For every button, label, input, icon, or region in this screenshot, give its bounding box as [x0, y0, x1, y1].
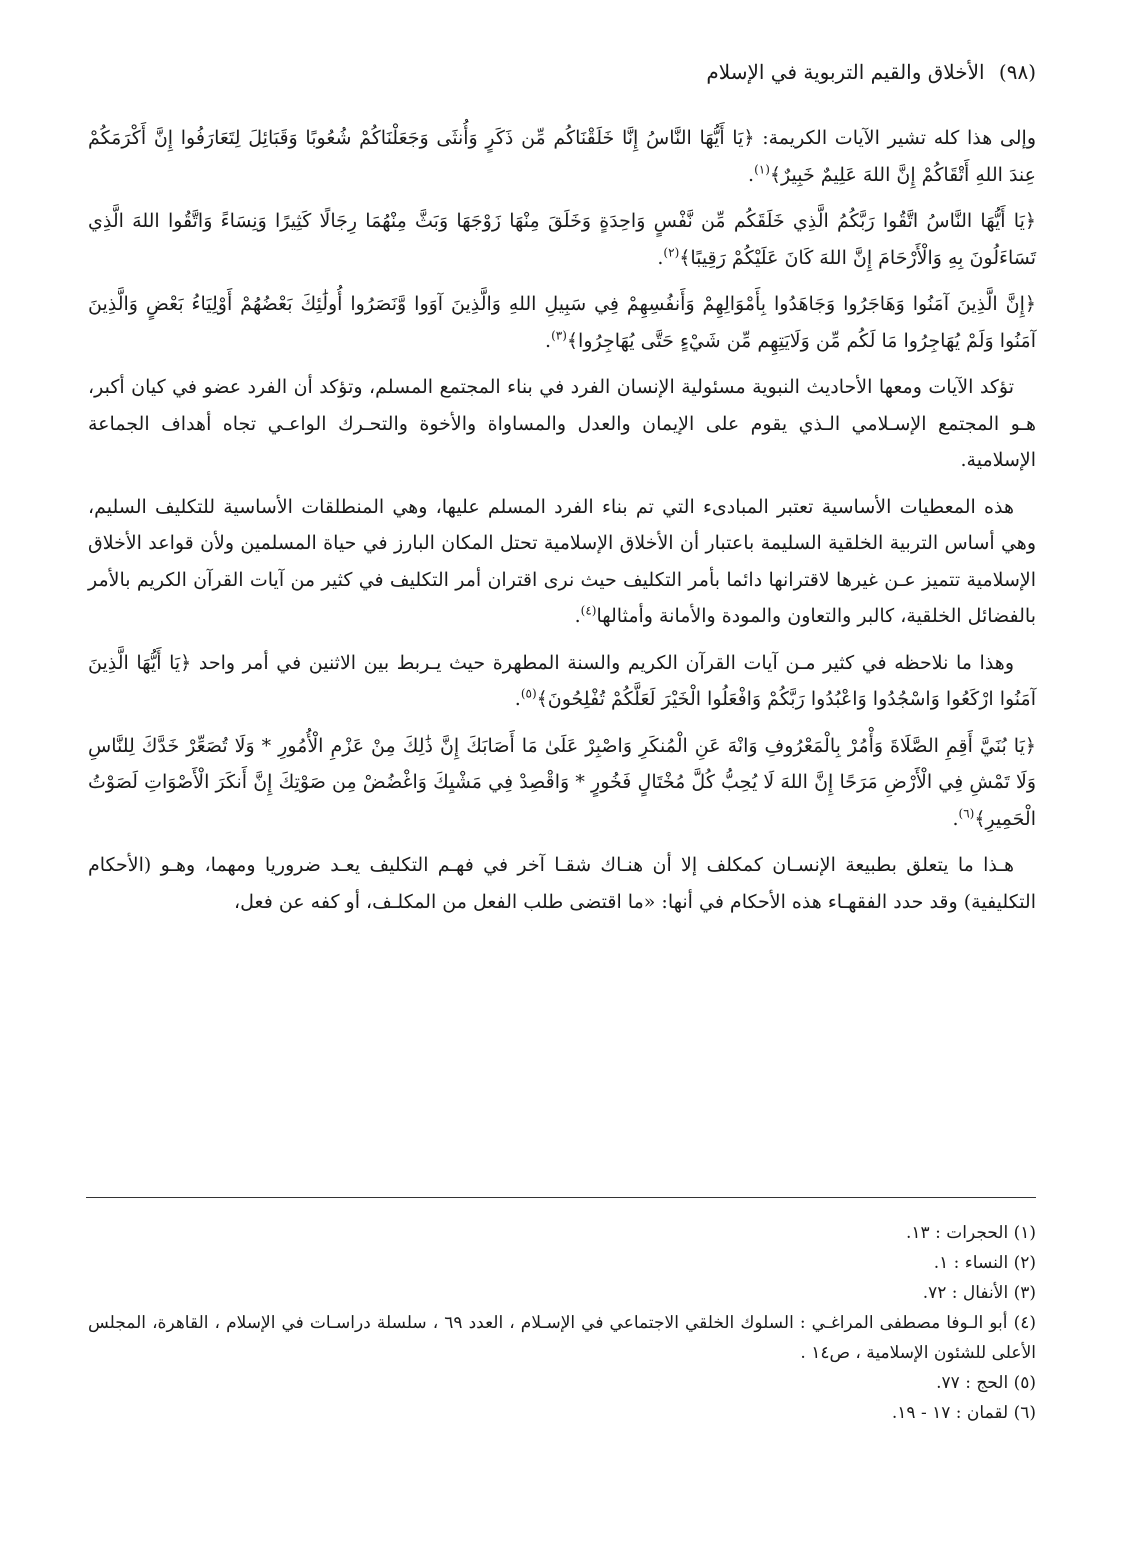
paragraph-end: . — [574, 605, 581, 627]
footnote-ref: (٦) — [958, 806, 975, 821]
main-text — [88, 120, 1036, 930]
paragraph — [88, 847, 1036, 920]
footnote-ref: (٢) — [663, 245, 680, 260]
footnote: (٥) الحج : ٧٧. — [936, 1373, 1036, 1393]
page-number: (٩٨) — [998, 60, 1036, 84]
paragraph-intro-verse — [88, 120, 1036, 193]
verse-block — [88, 728, 1036, 838]
footnotes — [88, 1218, 1036, 1428]
footnote: (٦) لقمان : ١٧ - ١٩. — [891, 1403, 1036, 1423]
paragraph-text: هـذا ما يتعلق بطبيعة الإنسـان كمكلف إلا أن هنـاك شقـا آخر في فهـم التكليف يعـد ضروريا ومهما، وهـو (الأحكام التكليفية) وقد حدد الفقهـاء هذه الأحكام في أنها: «ما اقتضى طلب الفعل من المكلـف، أو كفه عن فعل، — [88, 854, 1036, 913]
footnote-ref: (١) — [754, 162, 770, 177]
paragraph-end: . — [748, 163, 755, 186]
verse-block — [88, 286, 1036, 359]
paragraph-end: . — [657, 246, 664, 269]
footnote-ref: (٤) — [580, 603, 597, 618]
footnote: (٣) الأنفال : ٧٢. — [922, 1283, 1036, 1303]
verse-text: ﴿يَا بُنَيَّ أَقِمِ الصَّلَاةَ وَأْمُرْ بِالْمَعْرُوفِ وَانْهَ عَنِ الْمُنكَرِ وَاصْبِرْ عَلَىٰ مَا أَصَابَكَ إِنَّ ذَٰلِكَ مِنْ عَزْمِ الْأُمُورِ * وَلَا تُصَعِّرْ خَدَّكَ لِلنَّاسِ وَلَا تَمْشِ فِي الْأَرْضِ مَرَحًا إِنَّ اللهَ لَا يُحِبُّ كُلَّ مُخْتَالٍ فَخُورٍ * وَاقْصِدْ فِي مَشْيِكَ وَاغْضُضْ مِن صَوْتِكَ إِنَّ أَنكَرَ الْأَصْوَاتِ لَصَوْتُ الْحَمِيرِ﴾ — [88, 734, 1036, 830]
paragraph-text: هذه المعطيات الأساسية تعتبر المبادىء التي تم بناء الفرد المسلم عليها، وهي المنطلقات الأساسية للتكليف السليم، وهي أساس التربية الخلقية السليمة باعتبار أن الأخلاق الإسلامية تحتل المكان البارز في حياة المسلمين ولأن قواعد الأخلاق الإسلامية تتميز عـن غيرها لاقترانها دائما بأمر التكليف حيث نرى اقتران أمر التكليف في كثير من آيات القرآن الكريم بالأمر بالفضائل الخلقية، كالبر والتعاون والمودة والأمانة وأمثالها — [88, 495, 1036, 627]
verse-text: ﴿يَا أَيُّهَا النَّاسُ اتَّقُوا رَبَّكُمُ الَّذِي خَلَقَكُم مِّن نَّفْسٍ وَاحِدَةٍ وَخَلَقَ مِنْهَا زَوْجَهَا وَبَثَّ مِنْهُمَا رِجَالًا كَثِيرًا وَنِسَاءً وَاتَّقُوا اللهَ الَّذِي تَسَاءَلُونَ بِهِ وَالْأَرْحَامَ إِنَّ اللهَ كَانَ عَلَيْكُمْ رَقِيبًا﴾ — [88, 210, 1036, 269]
footnote: (١) الحجرات : ١٣. — [906, 1223, 1036, 1243]
footnote-divider — [86, 1197, 1036, 1198]
paragraph-end: . — [514, 688, 521, 710]
footnote: (٤) أبو الـوفا مصطفى المراغـي : السلوك الخلقي الاجتماعي في الإسـلام ، العدد ٦٩ ، سلسلة دراسـات في الإسلام ، القاهرة، المجلس الأعلى للشئون الإسلامية ، ص١٤ . — [88, 1313, 1036, 1363]
footnote-ref: (٥) — [520, 686, 537, 701]
footnote-ref: (٣) — [551, 328, 567, 343]
paragraph-text: وهذا ما نلاحظه في كثير مـن آيات القرآن الكريم والسنة المطهرة حيث يـربط بين الاثنين في أمر واحد ﴿يَا أَيُّهَا الَّذِينَ آمَنُوا ارْكَعُوا وَاسْجُدُوا وَاعْبُدُوا رَبَّكُمْ وَافْعَلُوا الْخَيْرَ لَعَلَّكُمْ تُفْلِحُونَ﴾ — [88, 651, 1036, 710]
page-header — [88, 58, 1036, 86]
paragraph — [88, 489, 1036, 635]
footnote: (٢) النساء : ١. — [933, 1253, 1036, 1273]
paragraph-text: تؤكد الآيات ومعها الأحاديث النبوية مسئولية الإنسان الفرد في بناء المجتمع المسلم، وتؤكد أن الفرد عضو في كيان أكبر، هـو المجتمع الإسـلامي الـذي يقوم على الإيمان والعدل والمساواة والأخوة والتحـرك الواعـي تجاه أهداف الجماعة الإسلامية. — [88, 376, 1036, 471]
paragraph — [88, 369, 1036, 479]
paragraph-end: . — [545, 329, 552, 352]
paragraph-end: . — [952, 807, 959, 830]
verse-block — [88, 203, 1036, 276]
paragraph — [88, 645, 1036, 718]
paragraph-text: وإلى هذا كله تشير الآيات الكريمة: ﴿يَا أَيُّهَا النَّاسُ إِنَّا خَلَقْنَاكُم مِّن ذَكَرٍ وَأُنثَى وَجَعَلْنَاكُمْ شُعُوبًا وَقَبَائِلَ لِتَعَارَفُوا إِنَّ أَكْرَمَكُمْ عِندَ اللهِ أَتْقَاكُمْ إِنَّ اللهَ عَلِيمٌ خَبِيرٌ﴾ — [88, 127, 1036, 186]
running-title: الأخلاق والقيم التربوية في الإسلام — [706, 60, 985, 84]
verse-text: ﴿إِنَّ الَّذِينَ آمَنُوا وَهَاجَرُوا وَجَاهَدُوا بِأَمْوَالِهِمْ وَأَنفُسِهِمْ فِي سَبِيلِ اللهِ وَالَّذِينَ آوَوا وَّنَصَرُوا أُولَٰئِكَ بَعْضُهُمْ أَوْلِيَاءُ بَعْضٍ وَالَّذِينَ آمَنُوا وَلَمْ يُهَاجِرُوا مَا لَكُم مِّن وَلَايَتِهِم مِّن شَيْءٍ حَتَّى يُهَاجِرُوا﴾ — [88, 293, 1036, 352]
